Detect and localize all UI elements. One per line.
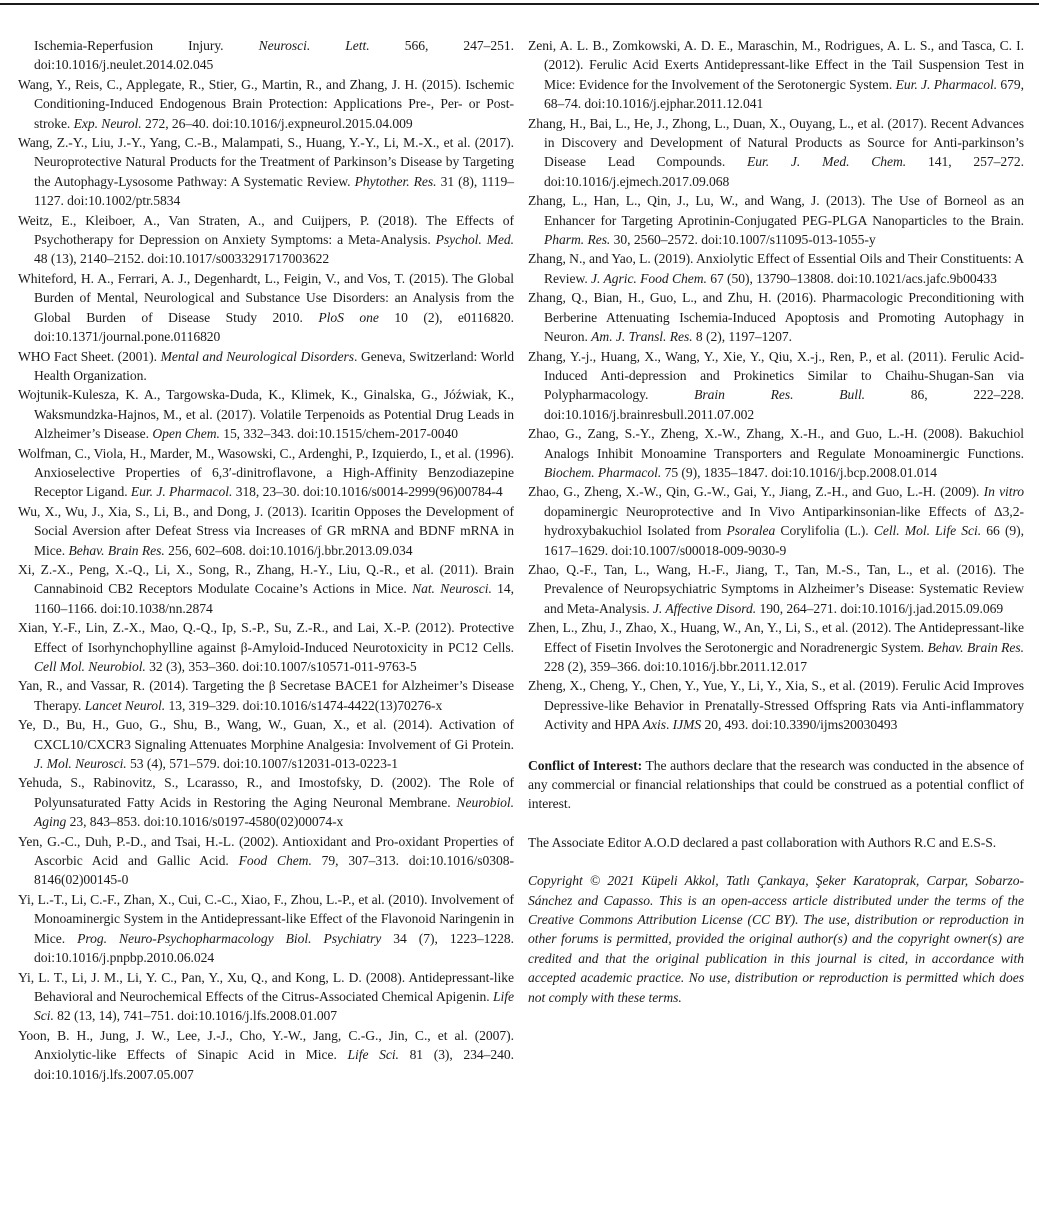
associate-editor-note: The Associate Editor A.O.D declared a past collaboration with Authors R.C and E.S-S. [528,834,997,850]
conflict-of-interest-label: Conflict of Interest: [528,757,643,773]
conflict-of-interest-note [528,756,1024,814]
reference-entry: Yoon, B. H., Jung, J. W., Lee, J.-J., Cho, Y.-W., Jang, C.-G., Jin, C., et al. (2007). Anxiolytic-like Effects of Sinapic Acid in Mice. Life Sci. 81 (3), 234–240. doi:10.1016/j.lfs.2007.05.007 [18,1027,514,1082]
reference-entry: Yan, R., and Vassar, R. (2014). Targeting the β Secretase BACE1 for Alzheimer’s Disease Therapy. Lancet Neurol. 13, 319–329. doi:10.1016/s1474-4422(13)70276-x [18,678,514,713]
reference-entry: Yehuda, S., Rabinovitz, S., Lcarasso, R., and Imostofsky, D. (2002). The Role of Polyunsaturated Fatty Acids in Restoring the Aging Neuronal Membrane. Neurobiol. Aging 23, 843–853. doi:10.1016/s0197-4580(02)00074-x [18,775,514,830]
top-rule [0,3,1039,5]
reference-entry: Weitz, E., Kleiboer, A., Van Straten, A., and Cuijpers, P. (2018). The Effects of Psychotherapy for Depression on Anxiety Symptoms: a Meta-Analysis. Psychol. Med. 48 (13), 2140–2152. doi:10.1017/s0033291717003622 [18,212,514,267]
reference-entry: Yi, L.-T., Li, C.-F., Zhan, X., Cui, C.-C., Xiao, F., Zhou, L.-P., et al. (2010). Involvement of Monoaminergic System in the Antidepressant-like Effect of the Flavonoid Naringenin in Mice. Prog. Neuro-Psychopharmacology Biol. Psychiatry 34 (7), 1223–1228. doi:10.1016/j.pnpbp.2010.06.024 [18,891,514,966]
reference-entry: Wu, X., Wu, J., Xia, S., Li, B., and Dong, J. (2013). Icaritin Opposes the Development of Social Aversion after Defeat Stress via Increases of GR mRNA and BDNF mRNA in Mice. Behav. Brain Res. 256, 602–608. doi:10.1016/j.bbr.2013.09.034 [18,503,514,558]
reference-entry: Zhang, Q., Bian, H., Guo, L., and Zhu, H. (2016). Pharmacologic Preconditioning with Berberine Attenuating Ischemia-Induced Apoptosis and Promoting Autophagy in Neuron. Am. J. Transl. Res. 8 (2), 1197–1207. [528,290,1024,345]
reference-entry: Yi, L. T., Li, J. M., Li, Y. C., Pan, Y., Xu, Q., and Kong, L. D. (2008). Antidepressant-like Behavioral and Neurochemical Effects of the Citrus-Associated Chemical Apigenin. Life Sci. 82 (13, 14), 741–751. doi:10.1016/j.lfs.2008.01.007 [18,969,514,1024]
reference-entry: Zhao, G., Zheng, X.-W., Qin, G.-W., Gai, Y., Jiang, Z.-H., and Guo, L.-H. (2009). In vitro dopaminergic Neuroprotective and In Vivo Antiparkinsonian-like Effects of Δ3,2-hydroxybakuchiol Isolated from Psoralea Corylifolia (L.). Cell. Mol. Life Sci. 66 (9), 1617–1629. doi:10.1007/s00018-009-9030-9 [528,484,1024,558]
reference-entry: Zheng, X., Cheng, Y., Chen, Y., Yue, Y., Li, Y., Xia, S., et al. (2019). Ferulic Acid Improves Depressive-like Behavior in Prenatally-Stressed Offspring Rats via Anti-inflammatory Activity and HPA Axis. IJMS 20, 493. doi:10.3390/ijms20030493 [528,678,1024,733]
reference-entry: Zhao, Q.-F., Tan, L., Wang, H.-F., Jiang, T., Tan, M.-S., Tan, L., et al. (2016). The Prevalence of Neuropsychiatric Symptoms in Alzheimer’s Disease: Systematic Review and Meta-Analysis. J. Affective Disord. 190, 264–271. doi:10.1016/j.jad.2015.09.069 [528,561,1024,616]
reference-entry: Zeni, A. L. B., Zomkowski, A. D. E., Maraschin, M., Rodrigues, A. L. S., and Tasca, C. I. (2012). Ferulic Acid Exerts Antidepressant-like Effect in the Tail Suspension Test in Mice: Evidence for the Involvement of the Serotonergic System. Eur. J. Pharmacol. 679, 68–74. doi:10.1016/j.ejphar.2011.12.041 [528,38,1024,112]
references-column-right [528,36,1024,1084]
reference-entry: Yen, G.-C., Duh, P.-D., and Tsai, H.-L. (2002). Antioxidant and Pro-oxidant Properties of Ascorbic Acid and Gallic Acid. Food Chem. 79, 307–313. doi:10.1016/s0308-8146(02)00145-0 [18,833,514,888]
reference-entry: Wang, Y., Reis, C., Applegate, R., Stier, G., Martin, R., and Zhang, J. H. (2015). Ischemic Conditioning-Induced Endogenous Brain Protection: Applications Pre-, Per- or Post-stroke. Exp. Neurol. 272, 26–40. doi:10.1016/j.expneurol.2015.04.009 [18,76,514,131]
reference-entry: Ye, D., Bu, H., Guo, G., Shu, B., Wang, W., Guan, X., et al. (2014). Activation of CXCL10/CXCR3 Signaling Attenuates Morphine Analgesia: Involvement of Gi Protein. J. Mol. Neurosci. 53 (4), 571–579. doi:10.1007/s12031-013-0223-1 [18,717,514,772]
reference-entry: Zhang, N., and Yao, L. (2019). Anxiolytic Effect of Essential Oils and Their Constituents: A Review. J. Agric. Food Chem. 67 (50), 13790–13808. doi:10.1021/acs.jafc.9b00433 [528,251,1024,286]
reference-entry: Wolfman, C., Viola, H., Marder, M., Wasowski, C., Ardenghi, P., Izquierdo, I., et al. (1996). Anxioselective Properties of 6,3′-dinitroflavone, a High-Affinity Benzodiazepine Receptor Ligand. Eur. J. Pharmacol. 318, 23–30. doi:10.1016/s0014-2999(96)00784-4 [18,445,514,500]
two-column-layout [18,36,1024,1084]
reference-entry: Whiteford, H. A., Ferrari, A. J., Degenhardt, L., Feigin, V., and Vos, T. (2015). The Global Burden of Mental, Neurological and Substance Use Disorders: an Analysis from the Global Burden of Disease Study 2010. PloS one 10 (2), e0116820. doi:10.1371/journal.pone.0116820 [18,270,514,345]
reference-entry: Wang, Z.-Y., Liu, J.-Y., Yang, C.-B., Malampati, S., Huang, Y.-Y., Li, M.-X., et al. (2017). Neuroprotective Natural Products for the Treatment of Parkinson’s Disease by Targeting the Autophagy-Lysosome Pathway: A Systematic Review. Phytother. Res. 31 (8), 1119–1127. doi:10.1002/ptr.5834 [18,135,514,209]
references-column-left [18,36,514,1084]
reference-entry: Wojtunik-Kulesza, K. A., Targowska-Duda, K., Klimek, K., Ginalska, G., Jóźwiak, K., Waksmundzka-Hajnos, M., et al. (2017). Volatile Terpenoids as Potential Drug Leads in Alzheimer’s Disease. Open Chem. 15, 332–343. doi:10.1515/chem-2017-0040 [18,387,514,442]
reference-entry: Zhang, H., Bai, L., He, J., Zhong, L., Duan, X., Ouyang, L., et al. (2017). Recent Advances in Discovery and Development of Natural Products as Source for Anti-parkinson’s Disease Lead Compounds. Eur. J. Med. Chem. 141, 257–272. doi:10.1016/j.ejmech.2017.09.068 [528,115,1024,189]
reference-entry: Zhang, Y.-j., Huang, X., Wang, Y., Xie, Y., Qiu, X.-j., Ren, P., et al. (2011). Ferulic Acid-Induced Anti-depression and Prokinetics Similar to Chaihu-Shugan-San via Polypharmacology. Brain Res. Bull. 86, 222–228. doi:10.1016/j.brainresbull.2011.07.002 [528,348,1024,422]
reference-entry: Zhen, L., Zhu, J., Zhao, X., Huang, W., An, Y., Li, S., et al. (2012). The Antidepressant-like Effect of Fisetin Involves the Serotonergic and Noradrenergic System. Behav. Brain Res. 228 (2), 359–366. doi:10.1016/j.bbr.2011.12.017 [528,620,1024,674]
reference-entry: Zhao, G., Zang, S.-Y., Zheng, X.-W., Zhang, X.-H., and Guo, L.-H. (2008). Bakuchiol Analogs Inhibit Monoamine Transporters and Regulate Monoaminergic Functions. Biochem. Pharmacol. 75 (9), 1835–1847. doi:10.1016/j.bcp.2008.01.014 [528,426,1024,480]
reference-entry: Xi, Z.-X., Peng, X.-Q., Li, X., Song, R., Zhang, H.-Y., Liu, Q.-R., et al. (2011). Brain Cannabinoid CB2 Receptors Modulate Cocaine’s Actions in Mice. Nat. Neurosci. 14, 1160–1166. doi:10.1038/nn.2874 [18,561,514,616]
copyright-notice: Copyright © 2021 Küpeli Akkol, Tatlı Çankaya, Şeker Karatoprak, Carpar, Sobarzo-Sánchez and Capasso. This is an open-access article distributed under the terms of the Creative Commons Attribution License (CC BY). The use, distribution or reproduction in other forums is permitted, provided the original author(s) and the copyright owner(s) are credited and that the original publication in this journal is cited, in accordance with accepted academic practice. No use, distribution or reproduction is permitted which does not comply with these terms. [528,873,1024,1005]
reference-entry: WHO Fact Sheet. (2001). Mental and Neurological Disorders. Geneva, Switzerland: World Health Organization. [18,348,514,383]
reference-entry: Xian, Y.-F., Lin, Z.-X., Mao, Q.-Q., Ip, S.-P., Su, Z.-R., and Lai, X.-P. (2012). Protective Effect of Isorhynchophylline against β-Amyloid-Induced Neurotoxicity in PC12 Cells. Cell Mol. Neurobiol. 32 (3), 353–360. doi:10.1007/s10571-011-9763-5 [18,620,514,674]
references-right-list [528,36,1024,735]
reference-entry: Zhang, L., Han, L., Qin, J., Lu, W., and Wang, J. (2013). The Use of Borneol as an Enhancer for Targeting Aprotinin-Conjugated PEG-PLGA Nanoparticles to the Brain. Pharm. Res. 30, 2560–2572. doi:10.1007/s11095-013-1055-y [528,193,1024,248]
conflict-of-interest-text: The authors declare that the research was conducted in the absence of any commercial or financial relationships that could be construed as a potential conflict of interest. [528,757,1024,812]
reference-entry: Ischemia-Reperfusion Injury. Neurosci. Lett. 566, 247–251. doi:10.1016/j.neulet.2014.02.045 [34,38,514,73]
